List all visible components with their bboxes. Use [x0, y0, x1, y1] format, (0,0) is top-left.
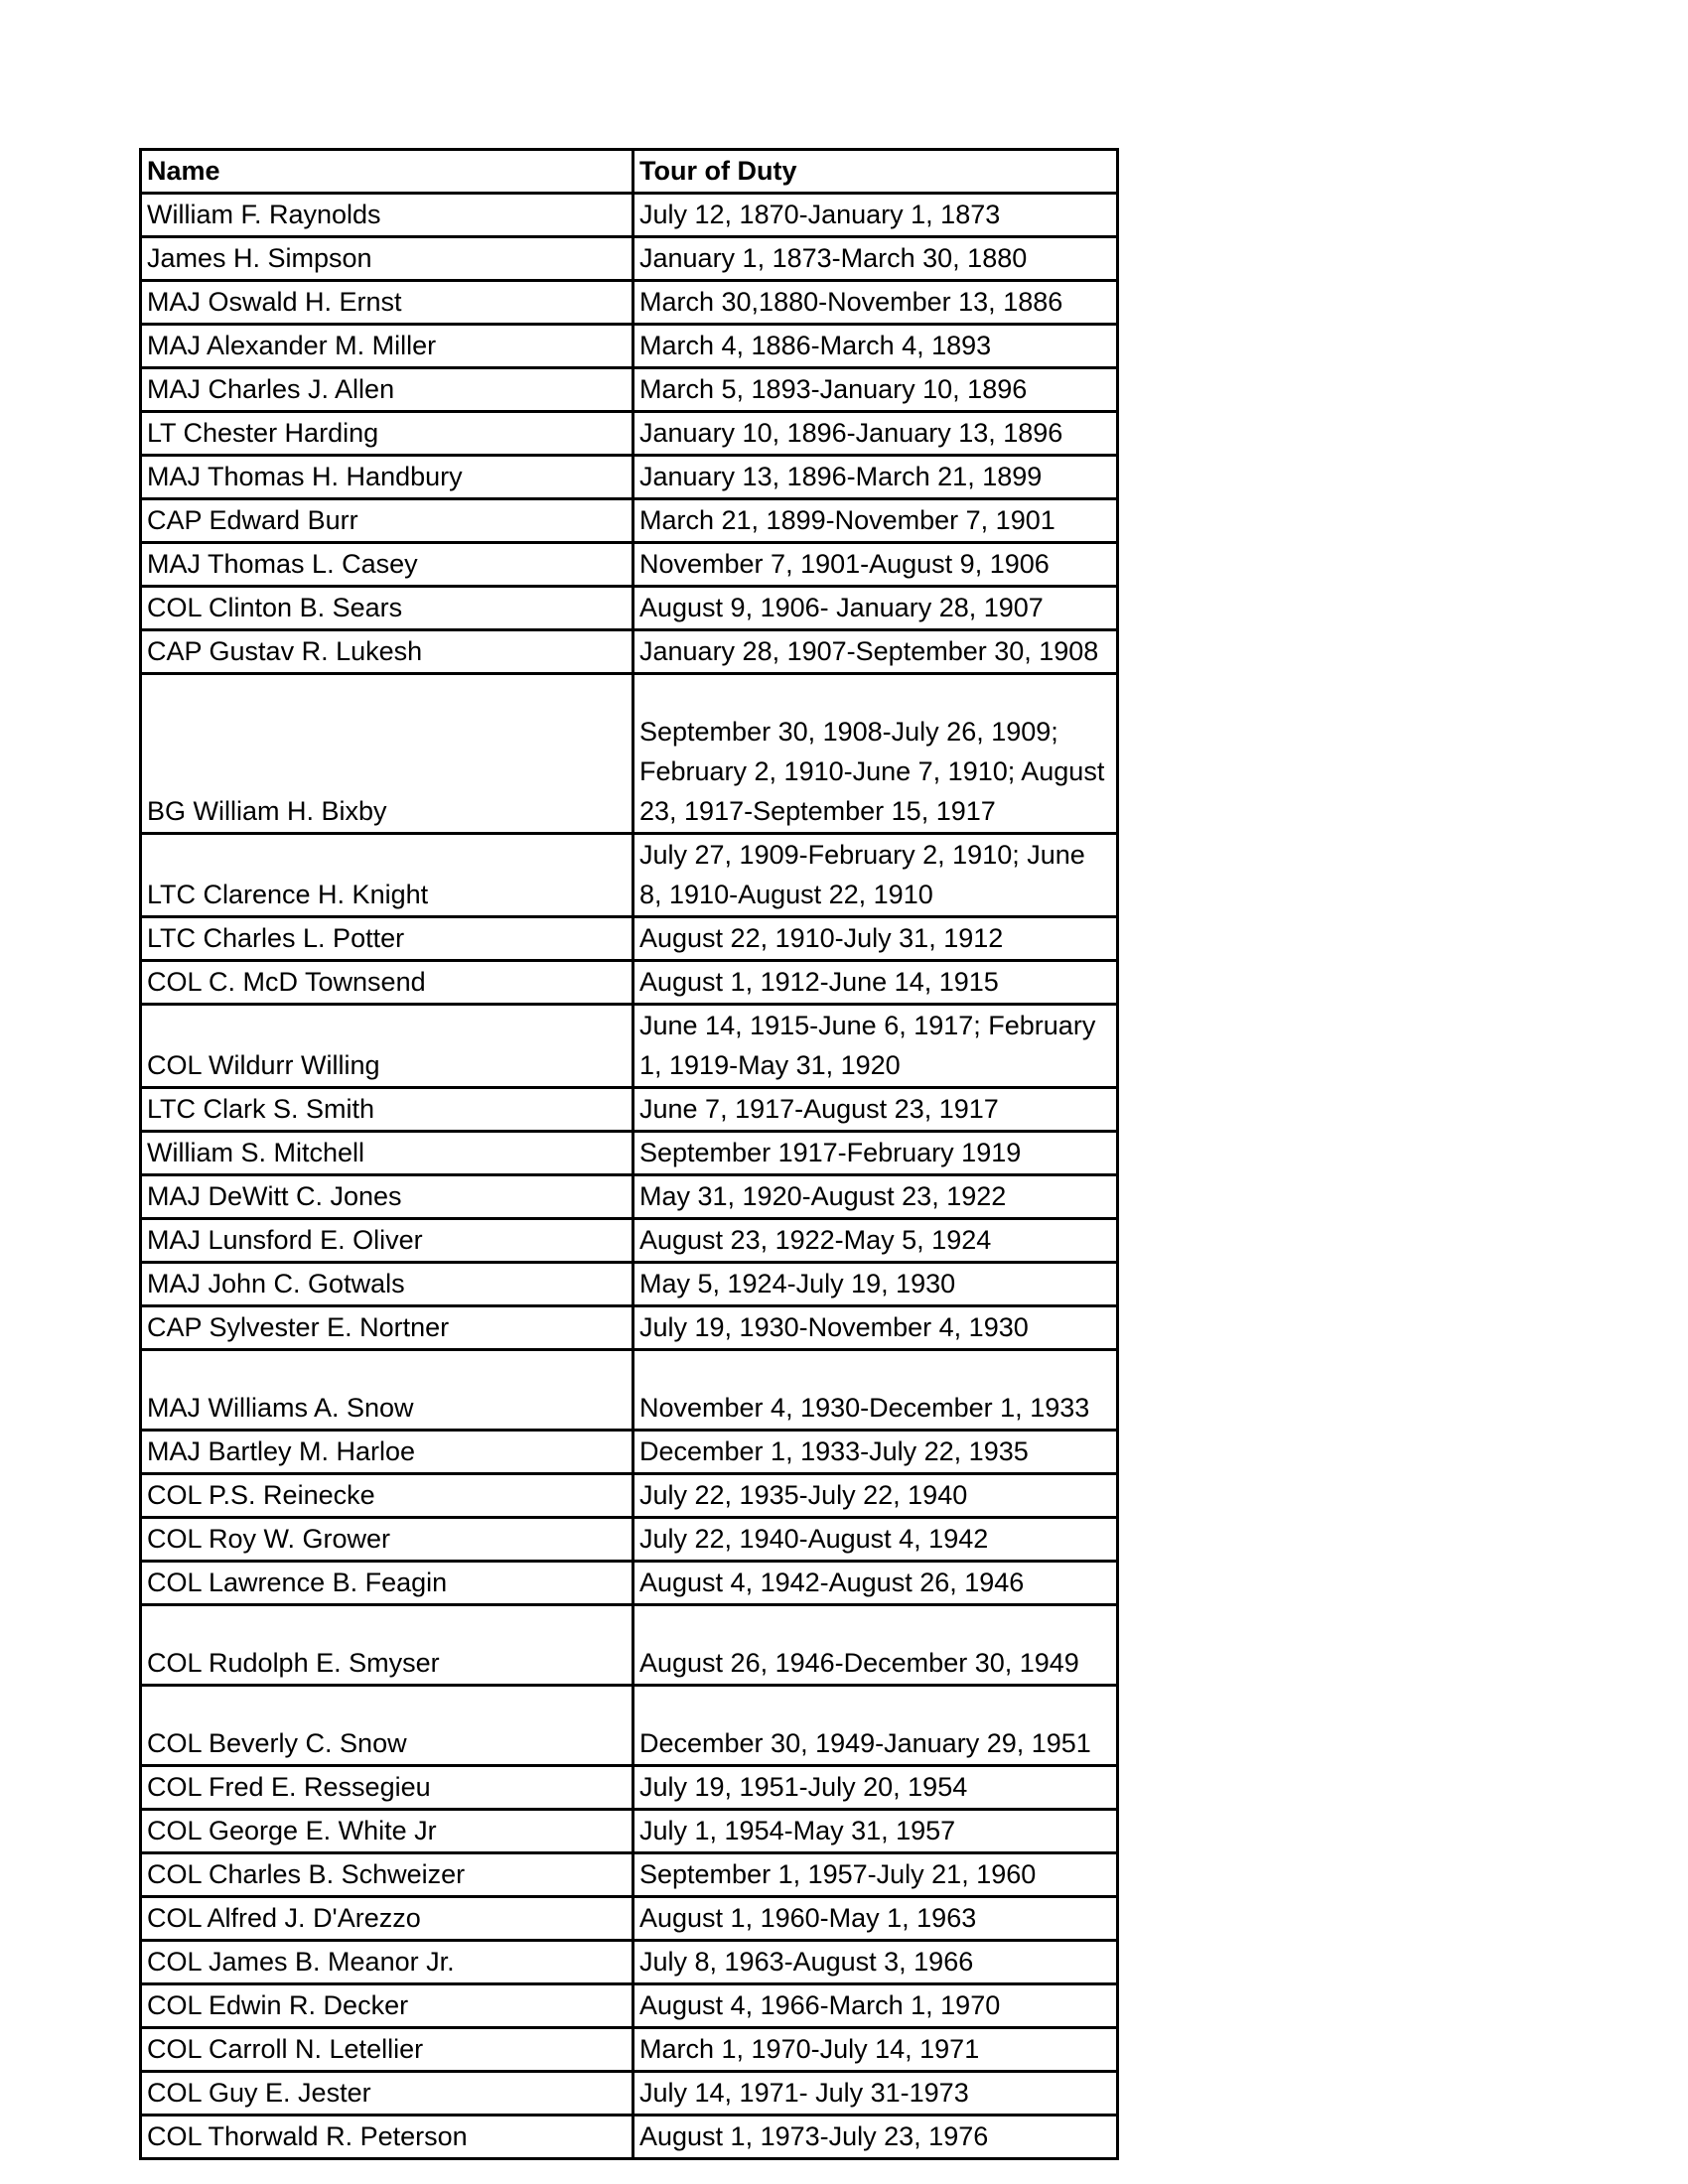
cell-name: MAJ Oswald H. Ernst	[141, 281, 633, 325]
cell-tour-of-duty: August 22, 1910-July 31, 1912	[633, 917, 1118, 961]
cell-tour-of-duty: March 30,1880-November 13, 1886	[633, 281, 1118, 325]
table-row	[141, 1431, 1118, 1474]
cell-name: COL Alfred J. D'Arezzo	[141, 1897, 633, 1941]
table-row	[141, 368, 1118, 412]
table-row	[141, 1132, 1118, 1175]
cell-name: COL Wildurr Willing	[141, 1005, 633, 1088]
cell-name: COL C. McD Townsend	[141, 961, 633, 1005]
cell-tour-of-duty: July 12, 1870-January 1, 1873	[633, 194, 1118, 237]
cell-tour-of-duty: July 22, 1935-July 22, 1940	[633, 1474, 1118, 1518]
table-row	[141, 587, 1118, 630]
table-row	[141, 237, 1118, 281]
cell-name: COL Thorwald R. Peterson	[141, 2116, 633, 2159]
header-tour-of-duty: Tour of Duty	[633, 150, 1118, 194]
cell-name: COL Lawrence B. Feagin	[141, 1562, 633, 1605]
cell-tour-of-duty: January 13, 1896-March 21, 1899	[633, 456, 1118, 499]
table-row	[141, 1175, 1118, 1219]
cell-name: MAJ Alexander M. Miller	[141, 325, 633, 368]
cell-tour-of-duty: January 10, 1896-January 13, 1896	[633, 412, 1118, 456]
cell-name: COL Clinton B. Sears	[141, 587, 633, 630]
cell-tour-of-duty: July 14, 1971- July 31-1973	[633, 2072, 1118, 2116]
cell-name: LT Chester Harding	[141, 412, 633, 456]
cell-name: COL Edwin R. Decker	[141, 1984, 633, 2028]
table-row	[141, 1005, 1118, 1088]
cell-name: LTC Charles L. Potter	[141, 917, 633, 961]
cell-tour-of-duty: September 1, 1957-July 21, 1960	[633, 1853, 1118, 1897]
cell-tour-of-duty: July 27, 1909-February 2, 1910; June 8, 1910-August 22, 1910	[633, 834, 1118, 917]
cell-name: MAJ Thomas H. Handbury	[141, 456, 633, 499]
table-row	[141, 1219, 1118, 1263]
table-row	[141, 1263, 1118, 1306]
cell-name: COL Beverly C. Snow	[141, 1686, 633, 1766]
table-row	[141, 281, 1118, 325]
cell-tour-of-duty: August 4, 1966-March 1, 1970	[633, 1984, 1118, 2028]
cell-tour-of-duty: January 28, 1907-September 30, 1908	[633, 630, 1118, 674]
cell-name: LTC Clark S. Smith	[141, 1088, 633, 1132]
cell-tour-of-duty: August 4, 1942-August 26, 1946	[633, 1562, 1118, 1605]
cell-name: William F. Raynolds	[141, 194, 633, 237]
cell-tour-of-duty: March 21, 1899-November 7, 1901	[633, 499, 1118, 543]
table-row	[141, 961, 1118, 1005]
table-row	[141, 1518, 1118, 1562]
cell-tour-of-duty: September 1917-February 1919	[633, 1132, 1118, 1175]
cell-name: James H. Simpson	[141, 237, 633, 281]
cell-name: MAJ Thomas L. Casey	[141, 543, 633, 587]
table-row	[141, 917, 1118, 961]
cell-name: MAJ John C. Gotwals	[141, 1263, 633, 1306]
cell-name: MAJ Lunsford E. Oliver	[141, 1219, 633, 1263]
tour-of-duty-table	[139, 148, 1119, 2160]
cell-tour-of-duty: December 1, 1933-July 22, 1935	[633, 1431, 1118, 1474]
table-row	[141, 1941, 1118, 1984]
cell-tour-of-duty: August 1, 1973-July 23, 1976	[633, 2116, 1118, 2159]
cell-name: LTC Clarence H. Knight	[141, 834, 633, 917]
table-row	[141, 499, 1118, 543]
cell-name: BG William H. Bixby	[141, 674, 633, 834]
cell-name: William S. Mitchell	[141, 1132, 633, 1175]
cell-tour-of-duty: August 23, 1922-May 5, 1924	[633, 1219, 1118, 1263]
table-row	[141, 1897, 1118, 1941]
table-row	[141, 2116, 1118, 2159]
cell-name: CAP Sylvester E. Nortner	[141, 1306, 633, 1350]
cell-tour-of-duty: July 8, 1963-August 3, 1966	[633, 1941, 1118, 1984]
cell-name: COL Charles B. Schweizer	[141, 1853, 633, 1897]
table-row	[141, 1605, 1118, 1686]
cell-name: COL Fred E. Ressegieu	[141, 1766, 633, 1810]
cell-name: MAJ Williams A. Snow	[141, 1350, 633, 1431]
cell-tour-of-duty: March 5, 1893-January 10, 1896	[633, 368, 1118, 412]
table-body	[141, 194, 1118, 2159]
table-row	[141, 834, 1118, 917]
table-row	[141, 1350, 1118, 1431]
cell-name: COL Rudolph E. Smyser	[141, 1605, 633, 1686]
table-row	[141, 1306, 1118, 1350]
table-row	[141, 2072, 1118, 2116]
cell-tour-of-duty: June 14, 1915-June 6, 1917; February 1, 1919-May 31, 1920	[633, 1005, 1118, 1088]
table-row	[141, 1853, 1118, 1897]
header-name: Name	[141, 150, 633, 194]
cell-tour-of-duty: July 19, 1951-July 20, 1954	[633, 1766, 1118, 1810]
table-header-row	[141, 150, 1118, 194]
table-row	[141, 630, 1118, 674]
cell-tour-of-duty: August 26, 1946-December 30, 1949	[633, 1605, 1118, 1686]
cell-name: MAJ Charles J. Allen	[141, 368, 633, 412]
table-row	[141, 674, 1118, 834]
cell-tour-of-duty: November 7, 1901-August 9, 1906	[633, 543, 1118, 587]
cell-name: CAP Edward Burr	[141, 499, 633, 543]
cell-name: COL James B. Meanor Jr.	[141, 1941, 633, 1984]
cell-name: COL P.S. Reinecke	[141, 1474, 633, 1518]
cell-tour-of-duty: November 4, 1930-December 1, 1933	[633, 1350, 1118, 1431]
table-row	[141, 412, 1118, 456]
table-row	[141, 1562, 1118, 1605]
cell-name: COL Carroll N. Letellier	[141, 2028, 633, 2072]
table-row	[141, 1766, 1118, 1810]
table-row	[141, 1474, 1118, 1518]
cell-name: COL Guy E. Jester	[141, 2072, 633, 2116]
cell-name: COL Roy W. Grower	[141, 1518, 633, 1562]
cell-tour-of-duty: May 31, 1920-August 23, 1922	[633, 1175, 1118, 1219]
cell-tour-of-duty: March 1, 1970-July 14, 1971	[633, 2028, 1118, 2072]
cell-name: CAP Gustav R. Lukesh	[141, 630, 633, 674]
cell-tour-of-duty: December 30, 1949-January 29, 1951	[633, 1686, 1118, 1766]
table-row	[141, 456, 1118, 499]
cell-tour-of-duty: July 19, 1930-November 4, 1930	[633, 1306, 1118, 1350]
cell-tour-of-duty: August 9, 1906- January 28, 1907	[633, 587, 1118, 630]
table-row	[141, 543, 1118, 587]
cell-name: MAJ DeWitt C. Jones	[141, 1175, 633, 1219]
cell-tour-of-duty: August 1, 1912-June 14, 1915	[633, 961, 1118, 1005]
cell-tour-of-duty: July 22, 1940-August 4, 1942	[633, 1518, 1118, 1562]
table-row	[141, 2028, 1118, 2072]
cell-tour-of-duty: March 4, 1886-March 4, 1893	[633, 325, 1118, 368]
cell-tour-of-duty: January 1, 1873-March 30, 1880	[633, 237, 1118, 281]
cell-name: MAJ Bartley M. Harloe	[141, 1431, 633, 1474]
cell-tour-of-duty: August 1, 1960-May 1, 1963	[633, 1897, 1118, 1941]
cell-tour-of-duty: September 30, 1908-July 26, 1909; February 2, 1910-June 7, 1910; August 23, 1917-September 15, 1917	[633, 674, 1118, 834]
table-row	[141, 1686, 1118, 1766]
table-row	[141, 325, 1118, 368]
table-row	[141, 194, 1118, 237]
table-row	[141, 1088, 1118, 1132]
table-row	[141, 1984, 1118, 2028]
cell-tour-of-duty: June 7, 1917-August 23, 1917	[633, 1088, 1118, 1132]
table-row	[141, 1810, 1118, 1853]
cell-tour-of-duty: May 5, 1924-July 19, 1930	[633, 1263, 1118, 1306]
cell-tour-of-duty: July 1, 1954-May 31, 1957	[633, 1810, 1118, 1853]
cell-name: COL George E. White Jr	[141, 1810, 633, 1853]
